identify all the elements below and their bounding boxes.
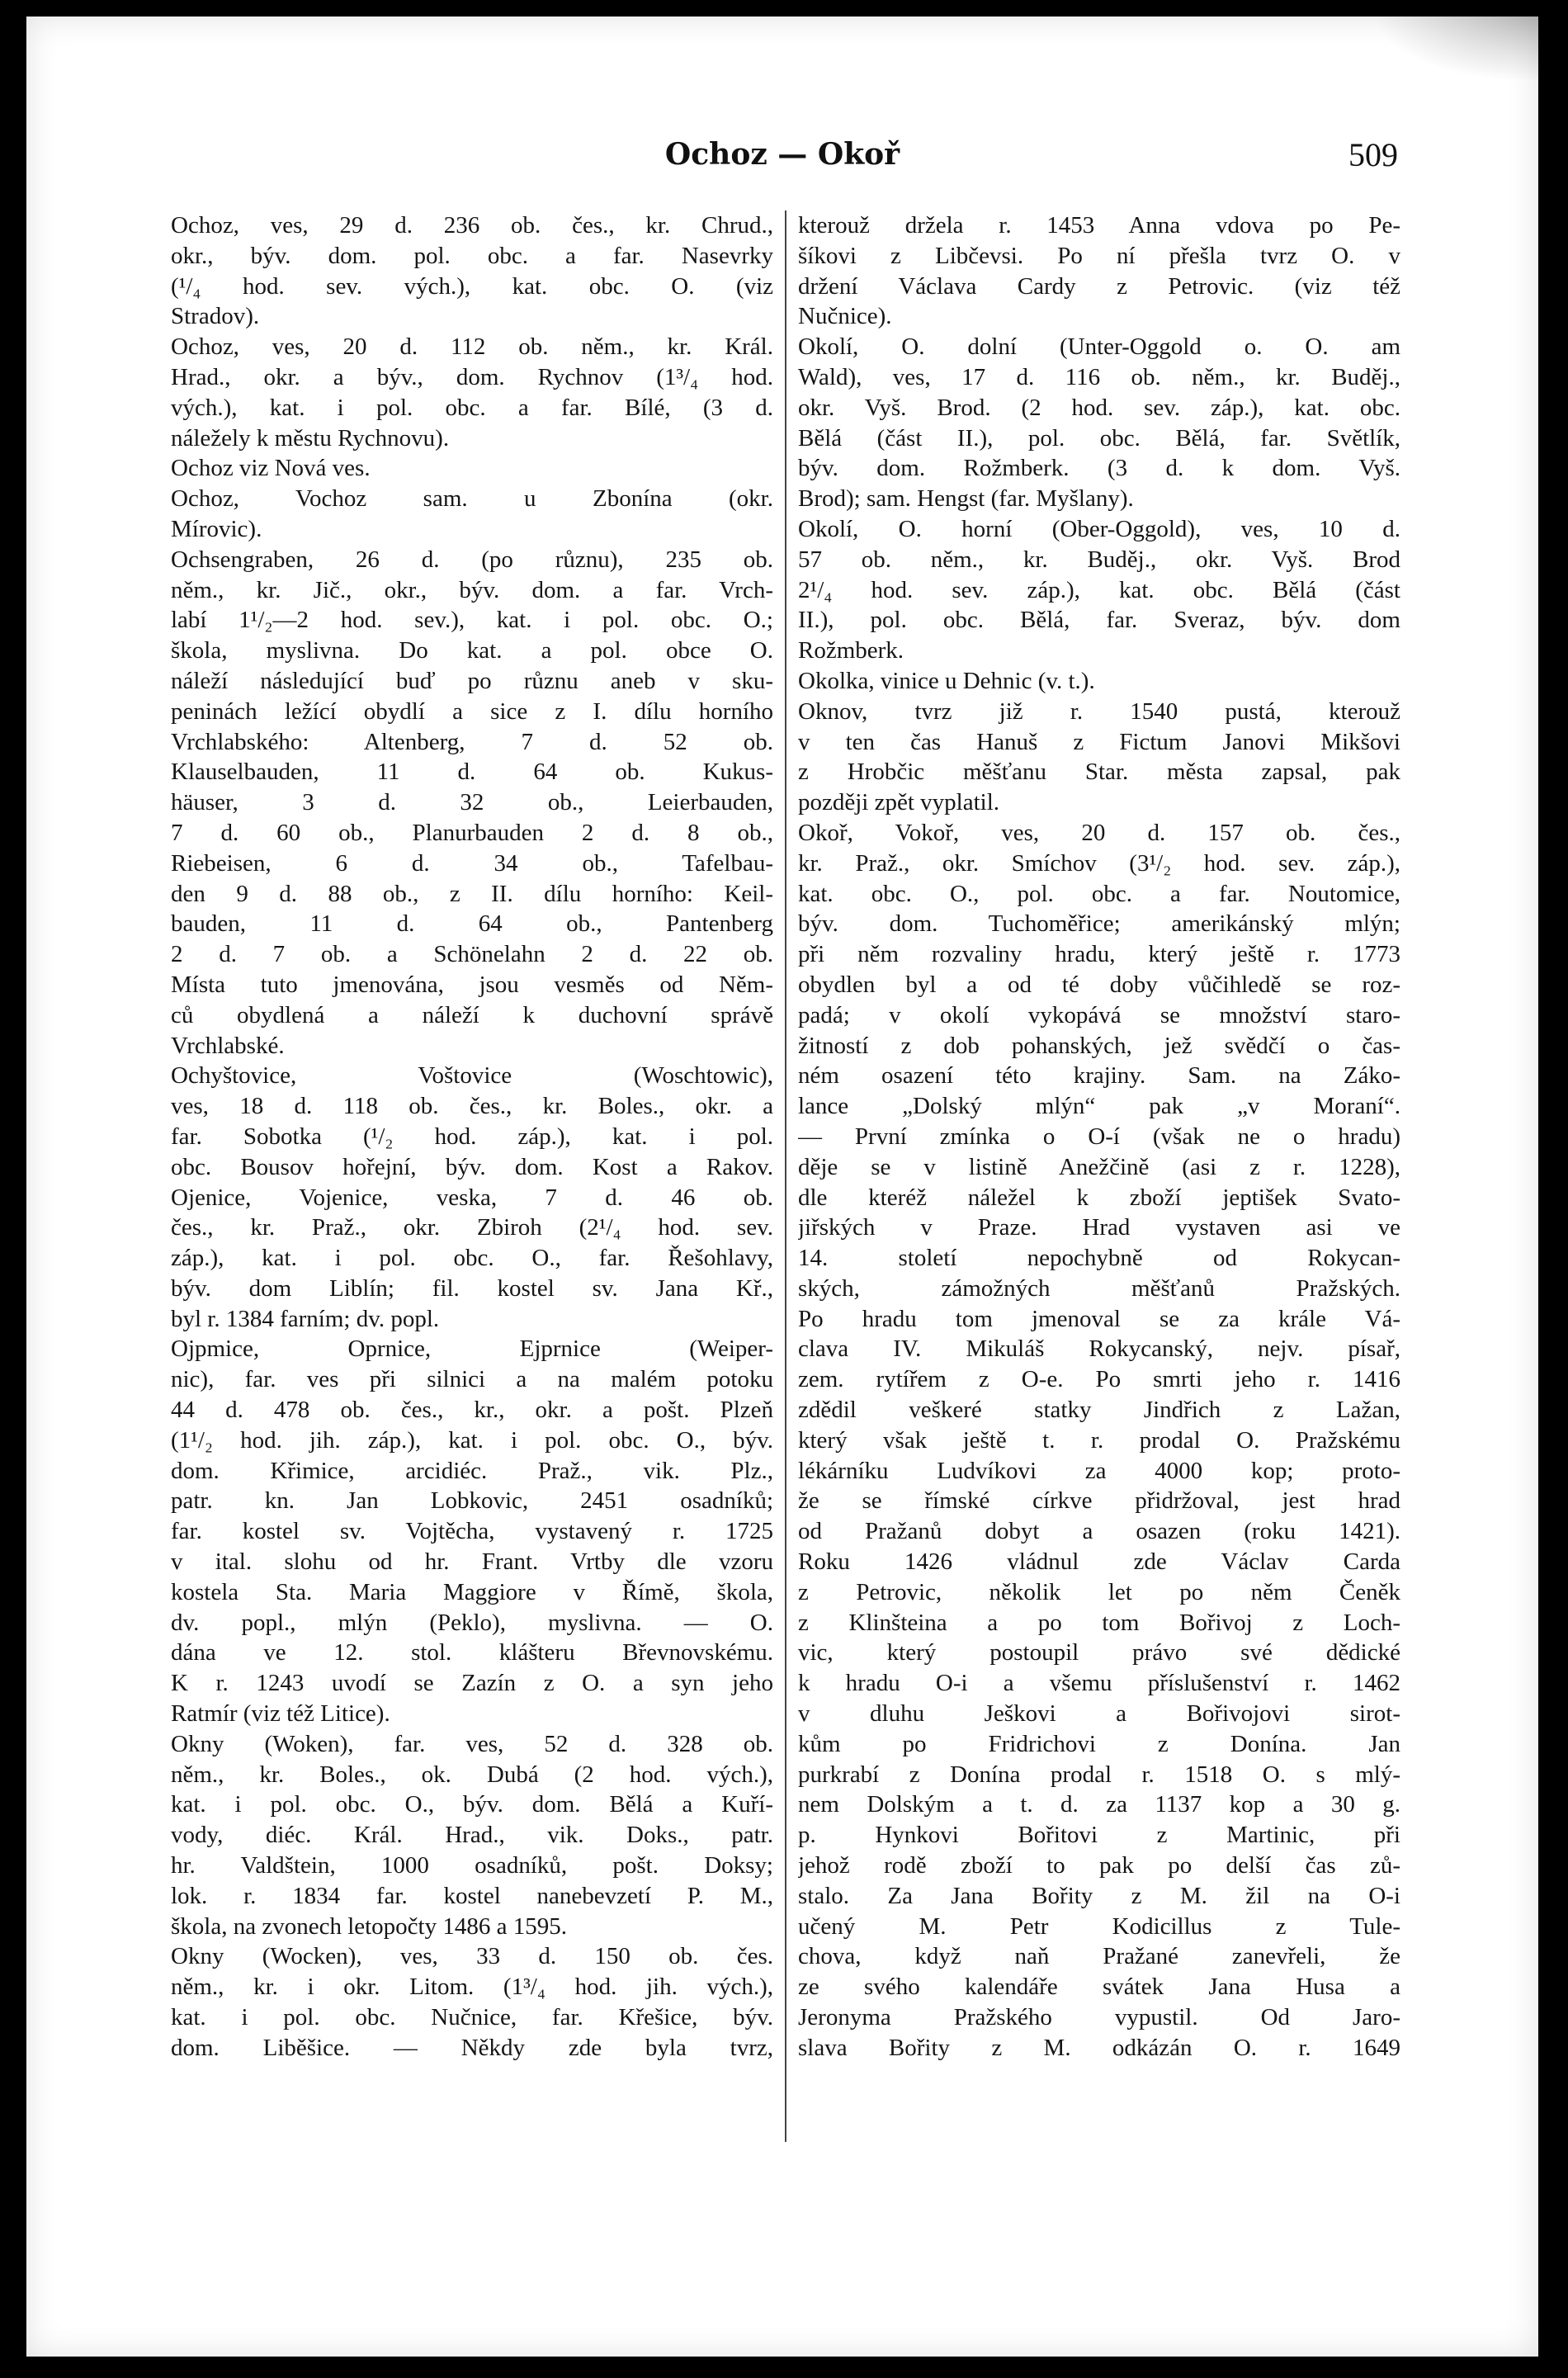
text-line: náleží následující buď po různu aneb v sku- [171, 667, 773, 694]
left-column [171, 210, 773, 2150]
text-line: Jeronyma Pražského vypustil. Od Jaro- [798, 2004, 1400, 2031]
text-line: děje se v listině Anežčině (asi z r. 1228), [798, 1153, 1400, 1180]
text-line: Wald), ves, 17 d. 116 ob. něm., kr. Buděj., [798, 363, 1400, 390]
text-line: držení Václava Cardy z Petrovic. (viz též [798, 272, 1400, 300]
text-line: Vrchlabské. [171, 1032, 285, 1059]
text-line: dána ve 12. stol. klášteru Břevnovskému. [171, 1639, 773, 1666]
text-line: býv. dom Liblín; fil. kostel sv. Jana Kř., [171, 1274, 773, 1302]
text-line: později zpět vyplatil. [798, 789, 1000, 816]
text-line: vic, který postoupil právo své dědické [798, 1639, 1400, 1666]
text-line: kat. i pol. obc. Nučnice, far. Křešice, býv. [171, 2004, 773, 2031]
text-line: z Petrovic, několik let po něm Čeněk [798, 1578, 1400, 1605]
text-line: něm., kr. Boles., ok. Dubá (2 hod. vých.), [171, 1761, 773, 1788]
text-line: K r. 1243 uvodí se Zazín z O. a syn jeho [171, 1670, 773, 1697]
text-line: jehož rodě zboží to pak po delší čas zů- [798, 1852, 1400, 1879]
text-line: Stradov). [171, 303, 260, 330]
text-line: Nučnice). [798, 303, 892, 330]
book-page [26, 17, 1538, 2357]
text-line: ném osazení této krajiny. Sam. na Záko- [798, 1062, 1400, 1090]
text-line: Ojpmice, Oprnice, Ejprnice (Weiper- [171, 1336, 773, 1363]
text-line: Oknov, tvrz již r. 1540 pustá, kterouž [798, 697, 1400, 725]
text-line: (¹/₄ hod. sev. vých.), kat. obc. O. (viz [171, 272, 773, 300]
text-line: hr. Valdštein, 1000 osadníků, pošt. Doksy; [171, 1852, 773, 1879]
text-line: ze svého kalendáře svátek Jana Husa a [798, 1974, 1400, 2001]
text-line: Hrad., okr. a býv., dom. Rychnov (1³/₄ hod. [171, 363, 773, 390]
page-smudge [1373, 17, 1538, 83]
text-line: slava Bořity z M. odkázán O. r. 1649 [798, 2034, 1400, 2061]
text-line: býv. dom. Rožmberk. (3 d. k dom. Vyš. [798, 455, 1400, 482]
text-line: — První zmínka o O-í (však ne o hradu) [798, 1123, 1400, 1150]
text-line: Místa tuto jmenována, jsou vesměs od Něm- [171, 971, 773, 998]
text-line: Okny (Wocken), ves, 33 d. 150 ob. čes. [171, 1943, 773, 1970]
page-number: 509 [1348, 136, 1398, 173]
text-line: Okoř, Vokoř, ves, 20 d. 157 ob. čes., [798, 819, 1400, 846]
text-line: nem Dolským a t. d. za 1137 kop a 30 g. [798, 1791, 1400, 1818]
text-line: p. Hynkovi Bořitovi z Martinic, při [798, 1822, 1400, 1849]
text-line: Ochoz viz Nová ves. [171, 455, 371, 482]
text-line: lance „Dolský mlýn“ pak „v Moraní“. [798, 1093, 1400, 1120]
text-line: ců obydlená a náleží k duchovní správě [171, 1001, 773, 1028]
text-line: Riebeisen, 6 d. 34 ob., Tafelbau- [171, 849, 773, 877]
text-line: den 9 d. 88 ob., z II. dílu horního: Keil- [171, 880, 773, 907]
text-line: chova, když naň Pražané zanevřeli, že [798, 1943, 1400, 1970]
text-line: II.), pol. obc. Bělá, far. Sveraz, býv. dom [798, 607, 1400, 634]
text-line: Bělá (část II.), pol. obc. Bělá, far. Světlík, [798, 424, 1400, 451]
text-line: žitností z dob pohanských, jež svědčí o čas- [798, 1032, 1400, 1059]
right-column [798, 210, 1400, 2150]
text-line: Okny (Woken), far. ves, 52 d. 328 ob. [171, 1730, 773, 1757]
text-line: lékárníku Ludvíkovi za 4000 kop; proto- [798, 1457, 1400, 1484]
text-line: býv. dom. Tuchoměřice; amerikánský mlýn; [798, 910, 1400, 938]
text-line: zdědil veškeré statky Jindřich z Lažan, [798, 1397, 1400, 1424]
text-line: 2¹/₄ hod. sev. záp.), kat. obc. Bělá (část [798, 576, 1400, 603]
text-line: far. kostel sv. Vojtěcha, vystavený r. 1725 [171, 1518, 773, 1545]
text-line: Brod); sam. Hengst (far. Myšlany). [798, 485, 1134, 513]
text-line: jiřských v Praze. Hrad vystaven asi ve [798, 1214, 1400, 1241]
text-line: clava IV. Mikuláš Rokycanský, nejv. písař, [798, 1336, 1400, 1363]
text-line: k hradu O-i a všemu příslušenství r. 1462 [798, 1670, 1400, 1697]
text-line: Okolí, O. horní (Ober-Oggold), ves, 10 d. [798, 515, 1400, 542]
text-columns [171, 210, 1400, 2150]
text-line: vody, diéc. Král. Hrad., vik. Doks., patr. [171, 1822, 773, 1849]
text-line: peninách ležící obydlí a sice z I. dílu horního [171, 697, 773, 725]
text-line: padá; v okolí vykopává se množství staro- [798, 1001, 1400, 1028]
text-line: zem. rytířem z O-e. Po smrti jeho r. 1416 [798, 1366, 1400, 1393]
text-line: purkrabí z Donína prodal r. 1518 O. s mlý- [798, 1761, 1400, 1788]
text-line: kat. i pol. obc. O., býv. dom. Bělá a Kuří- [171, 1791, 773, 1818]
text-line: dom. Liběšice. — Někdy zde byla tvrz, [171, 2034, 773, 2061]
text-line: při něm rozvaliny hradu, který ještě r. 1773 [798, 941, 1400, 968]
text-line: v ten čas Hanuš z Fictum Janovi Mikšovi [798, 728, 1400, 755]
text-line: 57 ob. něm., kr. Buděj., okr. Vyš. Brod [798, 546, 1400, 573]
text-line: Ochoz, ves, 29 d. 236 ob. čes., kr. Chrud., [171, 212, 773, 239]
text-line: Po hradu tom jmenoval se za krále Vá- [798, 1305, 1400, 1332]
column-divider [785, 210, 786, 2142]
text-line: z Klinšteina a po tom Bořivoj z Loch- [798, 1609, 1400, 1636]
text-line: škola, na zvonech letopočty 1486 a 1595. [171, 1912, 567, 1940]
text-line: náležely k městu Rychnovu). [171, 424, 450, 451]
text-line: Ratmír (viz též Litice). [171, 1700, 390, 1728]
text-line: vých.), kat. i pol. obc. a far. Bílé, (3 d. [171, 394, 773, 421]
text-line: Klauselbauden, 11 d. 64 ob. Kukus- [171, 759, 773, 786]
text-line: Rožmberk. [798, 637, 904, 664]
text-line: 7 d. 60 ob., Planurbauden 2 d. 8 ob., [171, 819, 773, 846]
text-line: häuser, 3 d. 32 ob., Leierbauden, [171, 789, 773, 816]
text-line: obc. Bousov hořejní, býv. dom. Kost a Rakov. [171, 1153, 773, 1180]
text-line: kům po Fridrichovi z Donína. Jan [798, 1730, 1400, 1757]
text-line: bauden, 11 d. 64 ob., Pantenberg [171, 910, 773, 938]
text-line: lok. r. 1834 far. kostel nanebevzetí P. M., [171, 1882, 773, 1909]
text-line: škola, myslivna. Do kat. a pol. obce O. [171, 637, 773, 664]
text-line: obydlen byl a od té doby vůčihledě se roz- [798, 971, 1400, 998]
text-line: stalo. Za Jana Bořity z M. žil na O-i [798, 1882, 1400, 1909]
text-line: něm., kr. i okr. Litom. (1³/₄ hod. jih. vých.), [171, 1974, 773, 2001]
text-line: kostela Sta. Maria Maggiore v Římě, škola, [171, 1578, 773, 1605]
text-line: od Pražanů dobyt a osazen (roku 1421). [798, 1518, 1400, 1545]
text-line: Ochyštovice, Voštovice (Woschtowic), [171, 1062, 773, 1090]
text-line: něm., kr. Jič., okr., býv. dom. a far. Vrch- [171, 576, 773, 603]
running-head: Ochoz — Okoř [664, 137, 900, 172]
text-line: dv. popl., mlýn (Peklo), myslivna. — O. [171, 1609, 773, 1636]
text-line: kat. obc. O., pol. obc. a far. Noutomice, [798, 880, 1400, 907]
text-line: kterouž držela r. 1453 Anna vdova po Pe- [798, 212, 1400, 239]
text-line: že se římské církve přidržoval, jest hrad [798, 1487, 1400, 1515]
text-line: byl r. 1384 farním; dv. popl. [171, 1305, 440, 1332]
text-line: šíkovi z Libčevsi. Po ní přešla tvrz O. v [798, 242, 1400, 269]
text-line: Ochoz, Vochoz sam. u Zbonína (okr. [171, 485, 773, 513]
text-line: (1¹/₂ hod. jih. záp.), kat. i pol. obc. O., býv. [171, 1426, 773, 1454]
text-line: dle kteréž náležel k zboží jeptišek Svato- [798, 1184, 1400, 1211]
text-line: labí 1¹/₂—2 hod. sev.), kat. i pol. obc. O.; [171, 607, 773, 634]
text-line: 14. století nepochybně od Rokycan- [798, 1245, 1400, 1272]
page-header [26, 114, 1538, 188]
text-line: Ochoz, ves, 20 d. 112 ob. něm., kr. Král. [171, 333, 773, 361]
text-line: čes., kr. Praž., okr. Zbiroh (2¹/₄ hod. sev. [171, 1214, 773, 1241]
text-line: který však ještě t. r. prodal O. Pražskému [798, 1426, 1400, 1454]
text-line: z Hrobčic měšťanu Star. města zapsal, pak [798, 759, 1400, 786]
text-line: far. Sobotka (¹/₂ hod. záp.), kat. i pol. [171, 1123, 773, 1150]
text-line: nic), far. ves při silnici a na malém potoku [171, 1366, 773, 1393]
text-line: Ojenice, Vojenice, veska, 7 d. 46 ob. [171, 1184, 773, 1211]
text-line: v dluhu Ješkovi a Bořivojovi sirot- [798, 1700, 1400, 1728]
text-line: v ital. slohu od hr. Frant. Vrtby dle vzoru [171, 1548, 773, 1576]
text-line: okr. Vyš. Brod. (2 hod. sev. záp.), kat. obc. [798, 394, 1400, 421]
text-line: dom. Křimice, arcidiéc. Praž., vik. Plz., [171, 1457, 773, 1484]
text-line: Okolka, vinice u Dehnic (v. t.). [798, 667, 1095, 694]
text-line: Ochsengraben, 26 d. (po různu), 235 ob. [171, 546, 773, 573]
text-line: Roku 1426 vládnul zde Václav Carda [798, 1548, 1400, 1576]
text-line: Vrchlabského: Altenberg, 7 d. 52 ob. [171, 728, 773, 755]
text-line: Mírovic). [171, 515, 262, 542]
text-line: ských, zámožných měšťanů Pražských. [798, 1274, 1400, 1302]
text-line: patr. kn. Jan Lobkovic, 2451 osadníků; [171, 1487, 773, 1515]
text-line: záp.), kat. i pol. obc. O., far. Řešohlavy, [171, 1245, 773, 1272]
text-line: Okolí, O. dolní (Unter-Oggold o. O. am [798, 333, 1400, 361]
text-line: okr., býv. dom. pol. obc. a far. Nasevrky [171, 242, 773, 269]
text-line: kr. Praž., okr. Smíchov (3¹/₂ hod. sev. záp.), [798, 849, 1400, 877]
text-line: učený M. Petr Kodicillus z Tule- [798, 1912, 1400, 1940]
text-line: 2 d. 7 ob. a Schönelahn 2 d. 22 ob. [171, 941, 773, 968]
text-line: ves, 18 d. 118 ob. čes., kr. Boles., okr. a [171, 1093, 773, 1120]
text-line: 44 d. 478 ob. čes., kr., okr. a pošt. Plzeň [171, 1397, 773, 1424]
